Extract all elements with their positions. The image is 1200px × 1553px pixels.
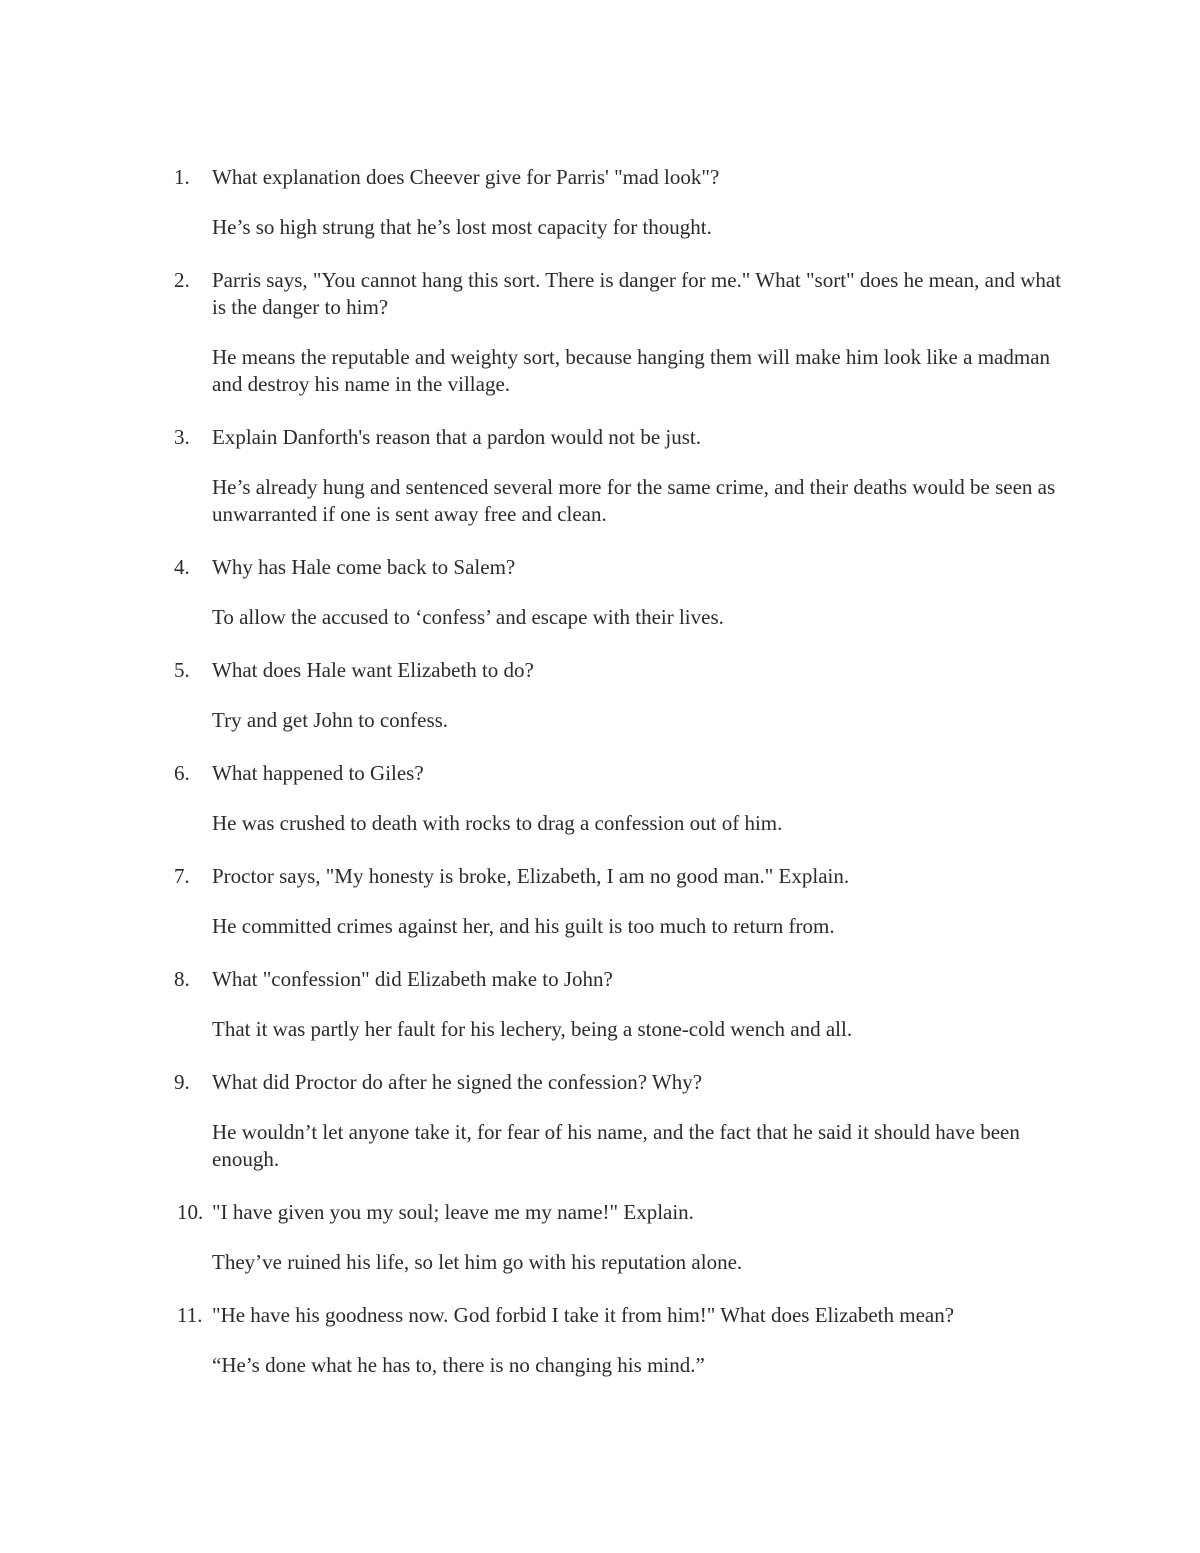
answer-text: He’s already hung and sentenced several more for the same crime, and their deaths would be seen as unwarranted if one is sent away free and clean. bbox=[212, 475, 1056, 526]
question-text: Explain Danforth's reason that a pardon would not be just. bbox=[212, 425, 702, 449]
answer-text: “He’s done what he has to, there is no changing his mind.” bbox=[212, 1353, 705, 1377]
answer-text: He means the reputable and weighty sort, because hanging them will make him look like a madman and destroy his name in the village. bbox=[212, 345, 1051, 396]
question-text: What explanation does Cheever give for Parris' "mad look"? bbox=[212, 165, 720, 189]
answer-text: He was crushed to death with rocks to drag a confession out of him. bbox=[212, 811, 783, 835]
question-text: What happened to Giles? bbox=[212, 761, 424, 785]
answer-text: He’s so high strung that he’s lost most capacity for thought. bbox=[212, 215, 712, 239]
answer-text: That it was partly her fault for his lechery, being a stone-cold wench and all. bbox=[212, 1017, 853, 1041]
list-item bbox=[160, 267, 1070, 398]
list-item bbox=[160, 1069, 1070, 1173]
item-number: 4. bbox=[174, 555, 190, 579]
list-item bbox=[160, 863, 1070, 940]
answer-text: To allow the accused to ‘confess’ and escape with their lives. bbox=[212, 605, 724, 629]
answer-text: Try and get John to confess. bbox=[212, 708, 449, 732]
item-number: 11. bbox=[177, 1303, 203, 1327]
list-item bbox=[160, 554, 1070, 631]
item-number: 3. bbox=[174, 425, 190, 449]
list-item bbox=[160, 164, 1070, 241]
item-number: 10. bbox=[177, 1200, 204, 1224]
question-text: What did Proctor do after he signed the confession? Why? bbox=[212, 1070, 703, 1094]
question-text: What does Hale want Elizabeth to do? bbox=[212, 658, 534, 682]
item-number: 5. bbox=[174, 658, 190, 682]
question-text: Proctor says, "My honesty is broke, Elizabeth, I am no good man." Explain. bbox=[212, 864, 850, 888]
item-number: 2. bbox=[174, 268, 190, 292]
item-number: 1. bbox=[174, 165, 190, 189]
answer-text: He committed crimes against her, and his guilt is too much to return from. bbox=[212, 914, 835, 938]
question-text: What "confession" did Elizabeth make to John? bbox=[212, 967, 613, 991]
question-text: "He have his goodness now. God forbid I take it from him!" What does Elizabeth mean? bbox=[212, 1303, 955, 1327]
question-text: Why has Hale come back to Salem? bbox=[212, 555, 516, 579]
item-number: 9. bbox=[174, 1070, 190, 1094]
list-item bbox=[160, 1302, 1070, 1379]
answer-text: They’ve ruined his life, so let him go with his reputation alone. bbox=[212, 1250, 743, 1274]
list-item bbox=[160, 657, 1070, 734]
list-item bbox=[160, 1199, 1070, 1276]
list-item bbox=[160, 424, 1070, 528]
item-number: 8. bbox=[174, 967, 190, 991]
question-text: Parris says, "You cannot hang this sort. There is danger for me." What "sort" does he mean, and what is the danger to him? bbox=[212, 268, 1062, 319]
list-item bbox=[160, 760, 1070, 837]
question-text: "I have given you my soul; leave me my name!" Explain. bbox=[212, 1200, 694, 1224]
answer-text: He wouldn’t let anyone take it, for fear of his name, and the fact that he said it should have been enough. bbox=[212, 1120, 1020, 1171]
list-item bbox=[160, 966, 1070, 1043]
item-number: 6. bbox=[174, 761, 190, 785]
question-list bbox=[160, 164, 1070, 1379]
item-number: 7. bbox=[174, 864, 190, 888]
